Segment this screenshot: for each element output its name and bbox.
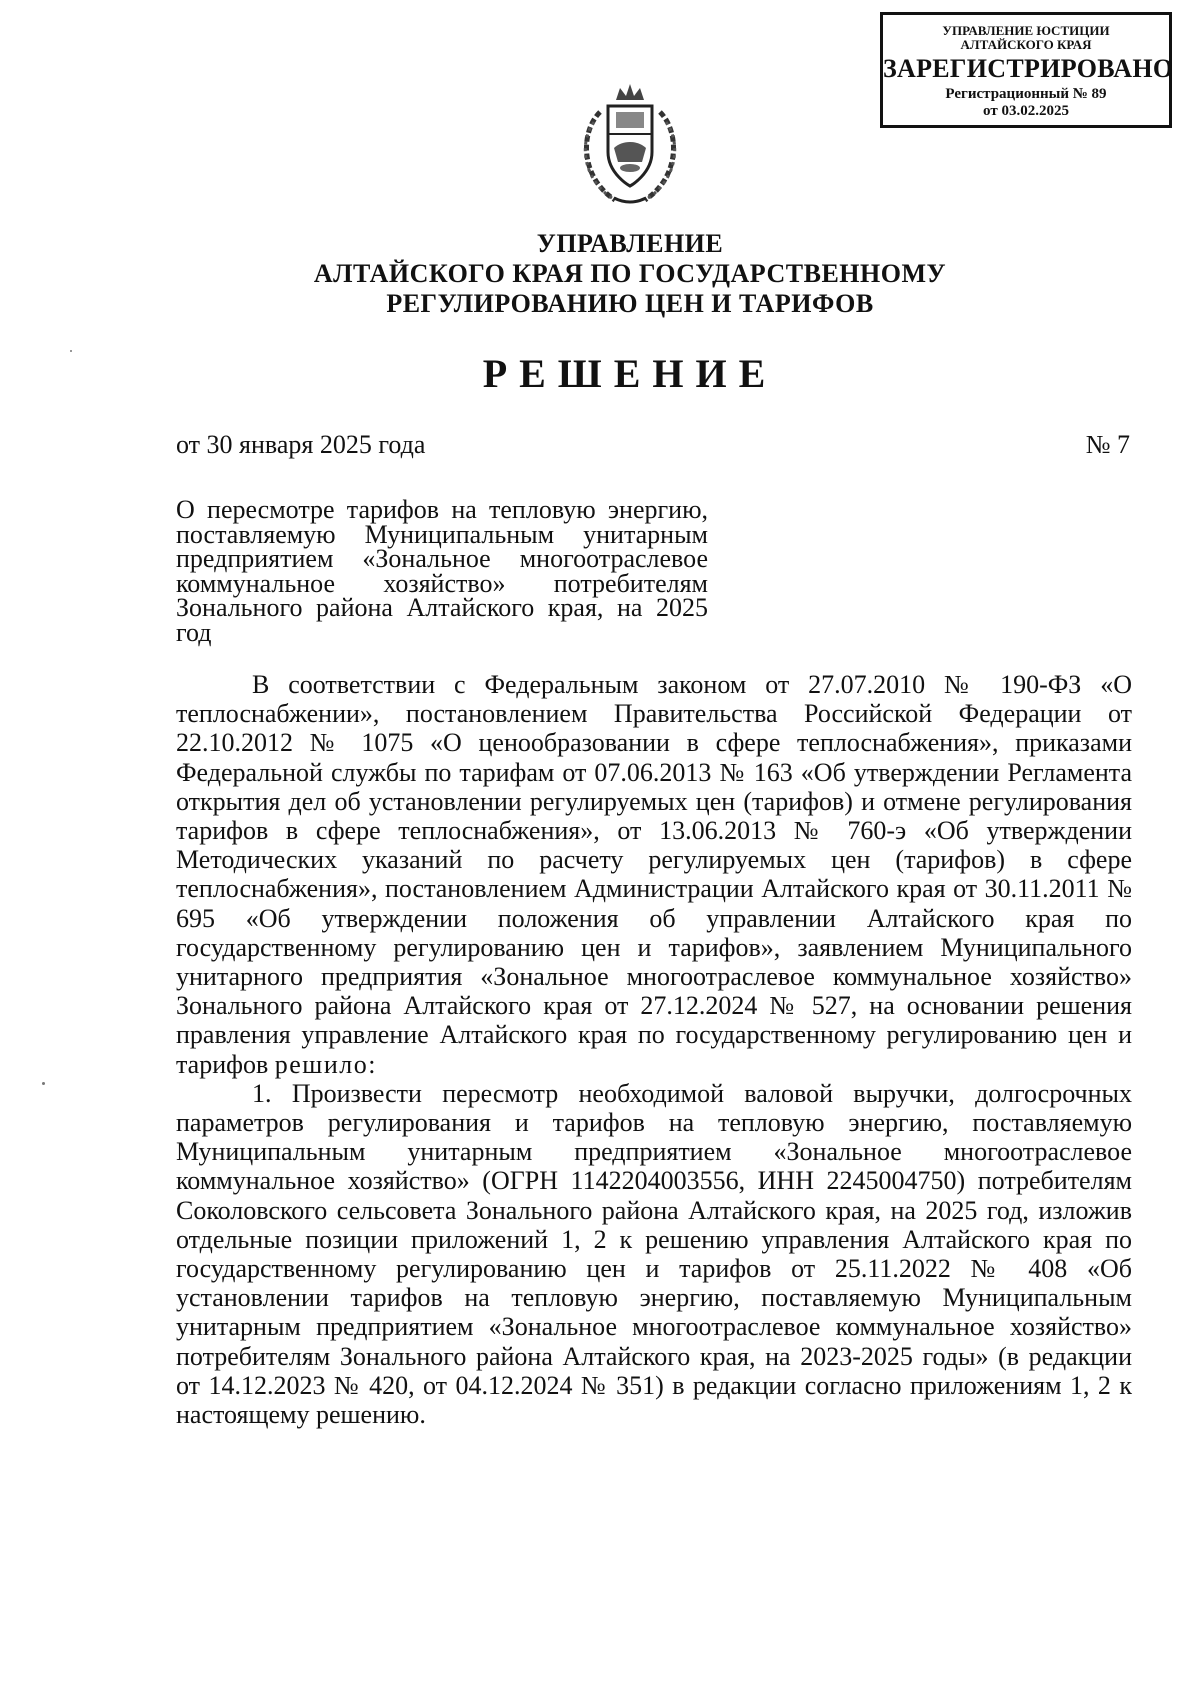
coat-of-arms-emblem: [570, 82, 690, 210]
agency-name-line3: РЕГУЛИРОВАНИЮ ЦЕН И ТАРИФОВ: [386, 289, 874, 318]
stamp-agency-line2: АЛТАЙСКОГО КРАЯ: [960, 37, 1092, 52]
registration-stamp: [880, 12, 1172, 128]
document-title: РЕШЕНИЕ: [482, 351, 778, 396]
document-body: [176, 670, 1132, 1429]
preamble-text: В соответствии с Федеральным законом от 27.07.2010 № 190-ФЗ «О теплоснабжении», постановлением Правительства Российской Федерации от 22.10.2012 № 1075 «О ценообразовании в сфере теплоснабжения», приказами Федеральной службы по тарифам от 07.06.2013 № 163 «Об утверждении Регламента открытия дел об установлении регулируемых цен (тарифов) и отмене регулирования тарифов в сфере теплоснабжения», от 13.06.2013 № 760-э «Об утверждении Методических указаний по расчету регулируемых цен (тарифов) в сфере теплоснабжения», постановлением Администрации Алтайского края от 30.11.2011 № 695 «Об утверждении положения об управлении Алтайского края по государственному регулированию цен и тарифов», заявлением Муниципального унитарного предприятия «Зональное многоотраслевое коммунальное хозяйство» Зонального района Алтайского края от 27.12.2024 № 527, на основании решения правления управление Алтайского края по государственному регулированию цен и тарифов: [176, 670, 1132, 1079]
coat-of-arms-icon: [570, 82, 690, 210]
document-subject: О пересмотре тарифов на тепловую энергию, поставляемую Муниципальным унитарным предприятием «Зональное многоотраслевое коммунальное хозяйство» потребителям Зонального района Алтайского края, на 2025 год: [176, 495, 708, 647]
preamble-paragraph: [176, 670, 1132, 1079]
decided-text: решило:: [274, 1049, 377, 1079]
item-1-paragraph: 1. Произвести пересмотр необходимой валовой выручки, долгосрочных параметров регулирования и тарифов на тепловую энергию, поставляемую Муниципальным унитарным предприятием «Зональное многоотраслевое коммунальное хозяйство» (ОГРН 1142204003556, ИНН 2245004750) потребителям Соколовского сельсовета Зонального района Алтайского края, на 2025 год, изложив отдельные позиции приложений 1, 2 к решению управления Алтайского края по государственному регулированию цен и тарифов от 25.11.2022 № 408 «Об установлении тарифов на тепловую энергию, поставляемую Муниципальным унитарным предприятием «Зональное многоотраслевое коммунальное хозяйство» потребителям Зонального района Алтайского края, на 2023-2025 годы» (в редакции от 14.12.2023 № 420, от 04.12.2024 № 351) в редакции согласно приложениям 1, 2 к настоящему решению.: [176, 1078, 1132, 1430]
document-date: от 30 января 2025 года: [176, 430, 426, 459]
stamp-status: ЗАРЕГИСТРИРОВАНО: [883, 54, 1174, 83]
document-number: № 7: [1085, 430, 1130, 459]
scan-speck: [42, 1082, 45, 1085]
stamp-date: от 03.02.2025: [983, 103, 1069, 119]
stamp-agency-line1: УПРАВЛЕНИЕ ЮСТИЦИИ: [942, 23, 1110, 38]
scan-speck: [70, 350, 72, 352]
agency-name-line1: УПРАВЛЕНИЕ: [536, 229, 724, 258]
stamp-registration-number: Регистрационный № 89: [945, 86, 1107, 102]
agency-name-line2: АЛТАЙСКОГО КРАЯ ПО ГОСУДАРСТВЕННОМУ: [313, 259, 947, 288]
